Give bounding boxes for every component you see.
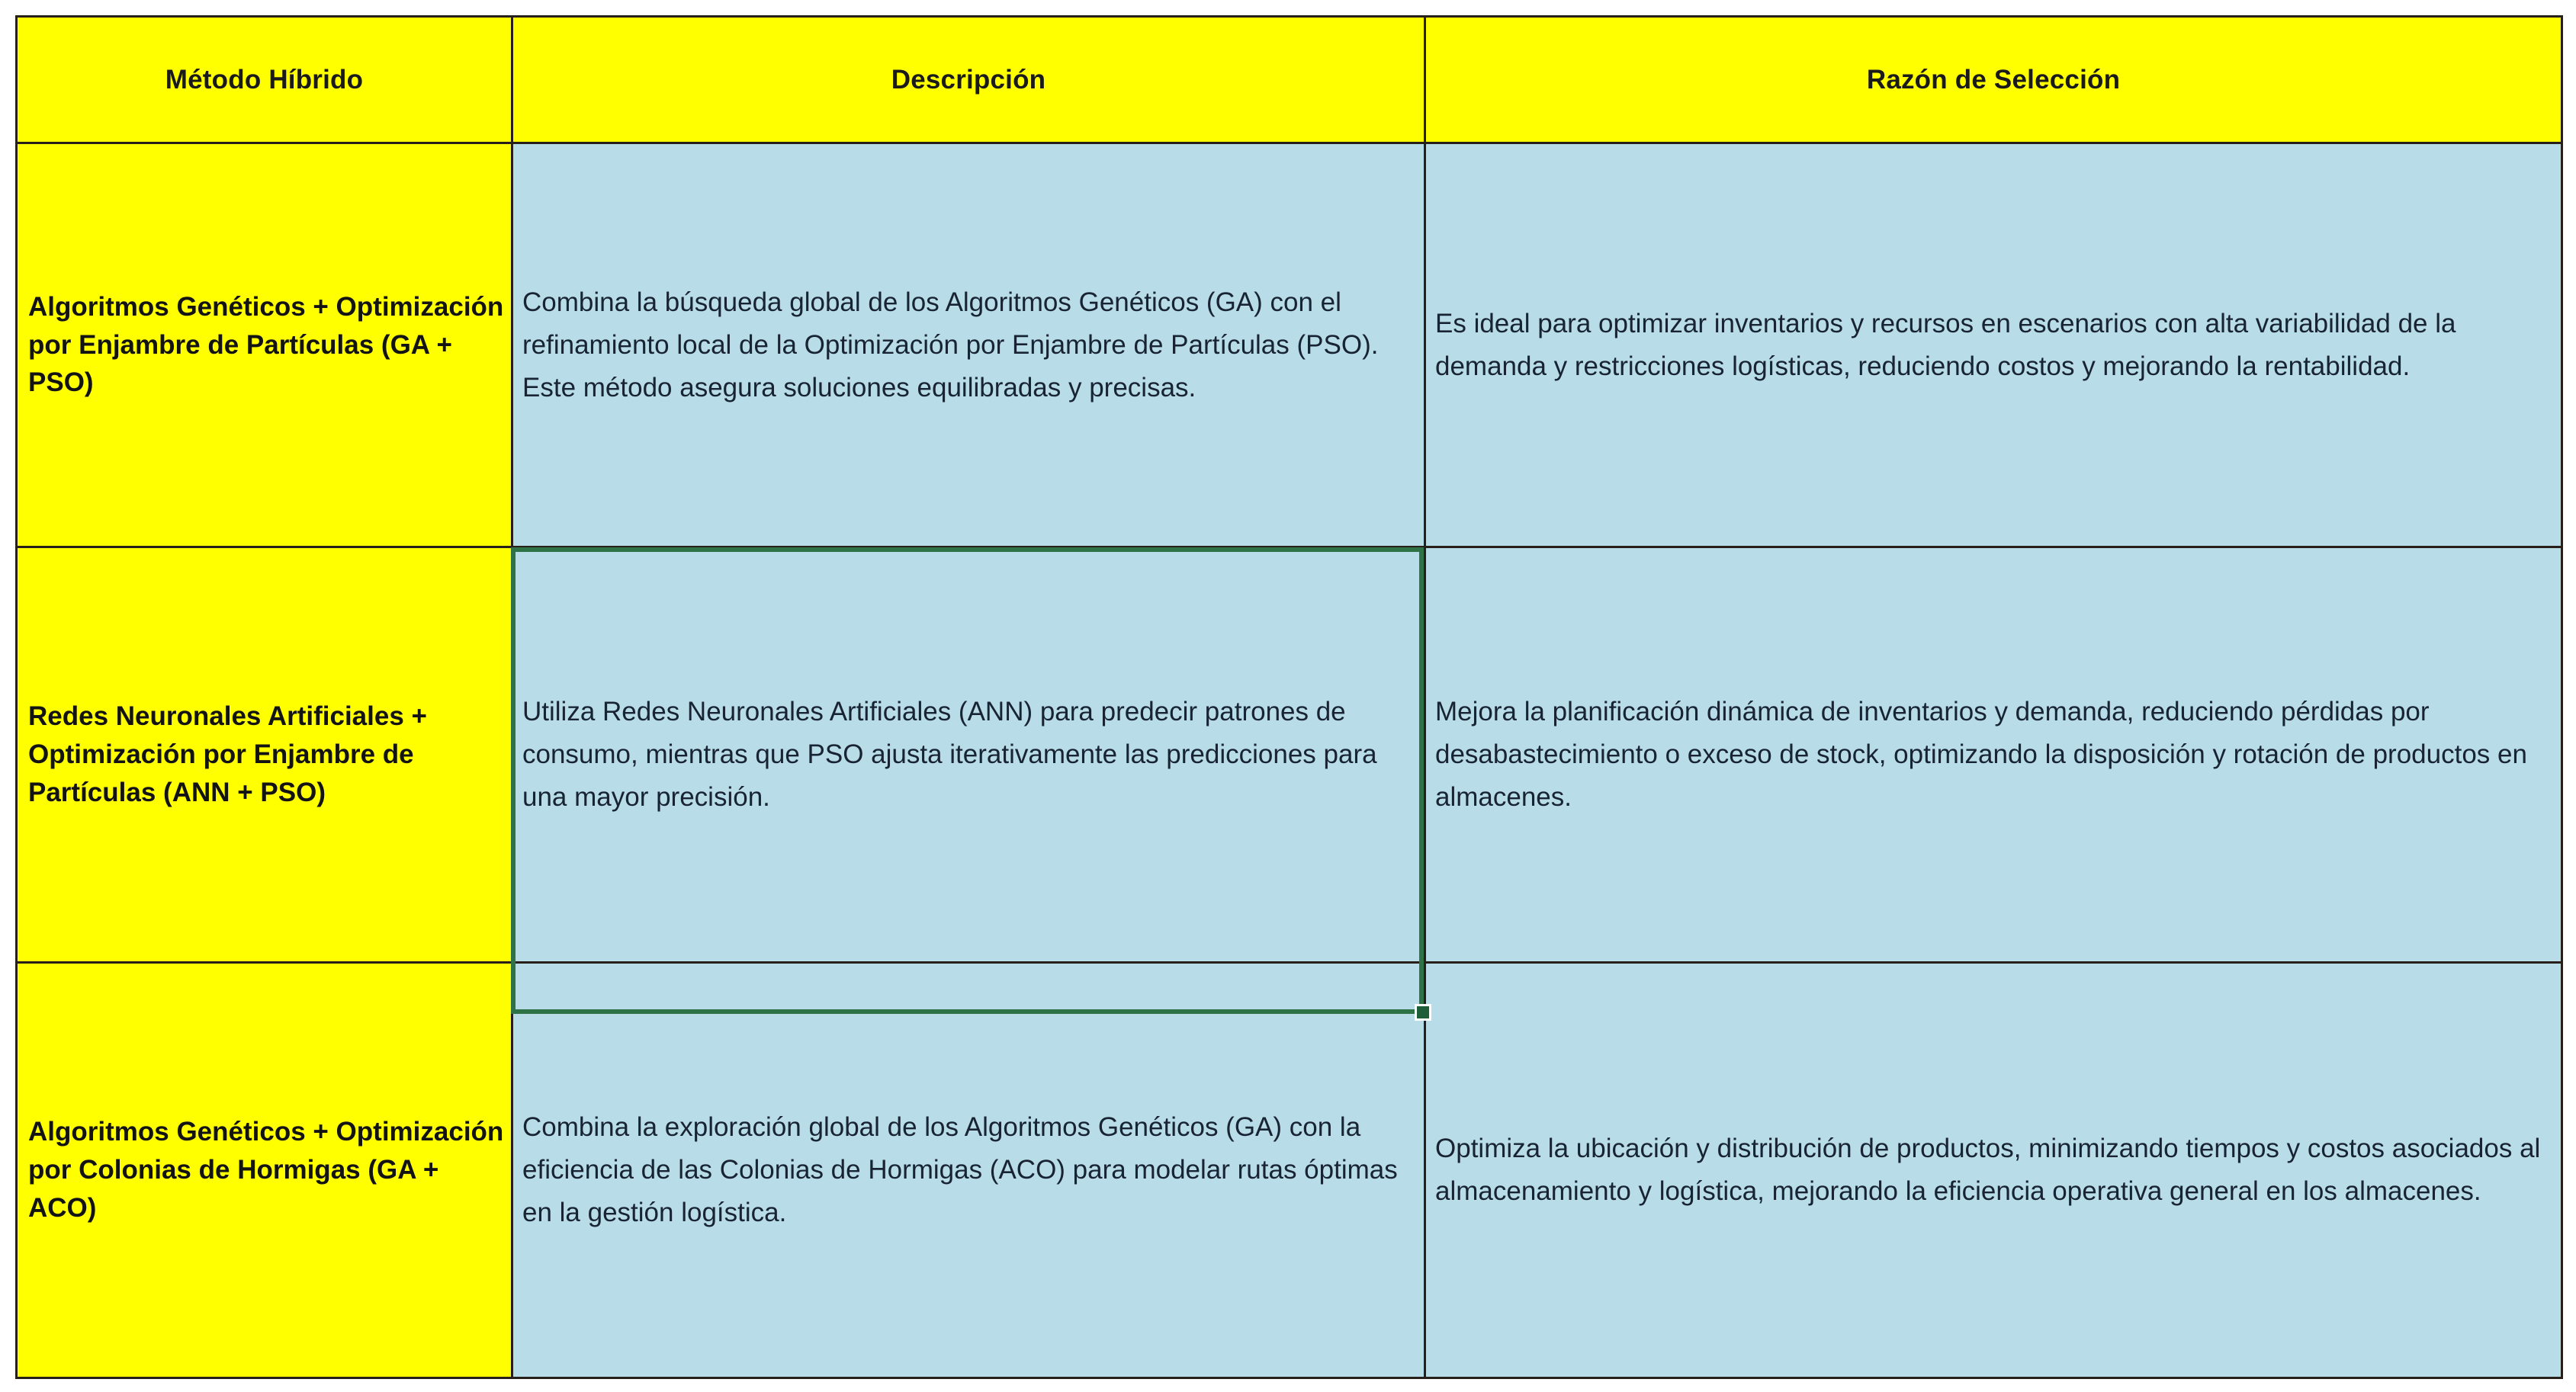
cell-razon-row-1[interactable] [1425,143,2562,547]
cell-razon-row-2[interactable] [1425,547,2562,963]
column-header-label: Razón de Selección [1866,64,2121,95]
cell-text: Combina la búsqueda global de los Algoritmos Genéticos (GA) con el refinamiento local de la Optimización por Enjambre de Partículas (PSO). Este método asegura soluciones equilibradas y precisas. [522,287,1379,403]
cell-text: Mejora la planificación dinámica de inventarios y demanda, reduciendo pérdidas por desabastecimiento o exceso de stock, optimizando la disposición y rotación de productos en almacenes. [1435,697,2527,812]
column-header-descripcion[interactable] [512,17,1425,143]
cell-text: Utiliza Redes Neuronales Artificiales (ANN) para predecir patrones de consumo, mientras que PSO ajusta iterativamente las predicciones para una mayor precisión. [522,697,1377,812]
column-header-label: Método Híbrido [165,64,364,95]
cell-text: Es ideal para optimizar inventarios y recursos en escenarios con alta variabilidad de la demanda y restricciones logísticas, reduciendo costos y mejorando la rentabilidad. [1435,308,2456,381]
table-header-row [17,17,2562,143]
cell-descripcion-row-3[interactable] [512,963,1425,1378]
column-header-metodo-hibrido[interactable] [17,17,512,143]
cell-text: Combina la exploración global de los Algoritmos Genéticos (GA) con la eficiencia de las Colonias de Hormigas (ACO) para modelar rutas óptimas en la gestión logística. [522,1112,1398,1227]
table-row [17,547,2562,963]
cell-descripcion-row-1[interactable] [512,143,1425,547]
table-row [17,963,2562,1378]
column-header-label: Descripción [891,64,1046,95]
cell-text: Algoritmos Genéticos + Optimización por Enjambre de Partículas (GA + PSO) [28,291,504,398]
cell-metodo-row-3[interactable] [17,963,512,1378]
column-header-razon-de-seleccion[interactable] [1425,17,2562,143]
cell-metodo-row-1[interactable] [17,143,512,547]
hybrid-methods-table [15,15,2563,1379]
cell-text: Algoritmos Genéticos + Optimización por Colonias de Hormigas (GA + ACO) [28,1117,504,1223]
cell-descripcion-row-2[interactable] [512,547,1425,963]
table-row [17,143,2562,547]
cell-text: Optimiza la ubicación y distribución de productos, minimizando tiempos y costos asociados al almacenamiento y logística, mejorando la eficiencia operativa general en los almacenes. [1435,1134,2541,1206]
cell-metodo-row-2[interactable] [17,547,512,963]
cell-text: Redes Neuronales Artificiales + Optimización por Enjambre de Partículas (ANN + PSO) [28,701,427,807]
cell-razon-row-3[interactable] [1425,963,2562,1378]
